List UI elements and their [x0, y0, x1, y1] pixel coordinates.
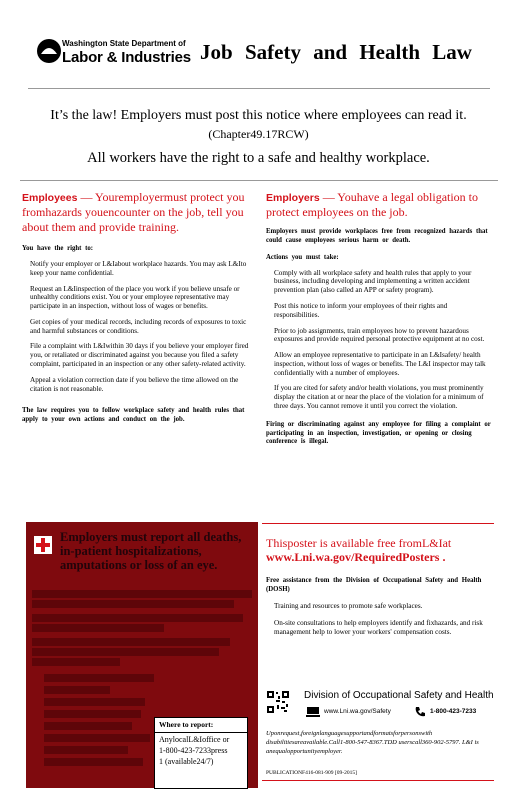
where-to-report-box: [154, 717, 248, 789]
employers-footer: Firing or discriminating against any employee for filing a complaint or participating in an inspection, investigation, or opening or closing conference is illegal.: [266, 420, 491, 446]
lni-logo-icon: [36, 38, 62, 64]
poster-title: Thisposter is available free fromL&Iat: [266, 536, 452, 550]
employees-footer: The law requires you to follow workplace safety and health rules that apply to your own actions and conduct on the job.: [22, 407, 245, 424]
poster-url[interactable]: www.Lni.wa.gov/RequiredPosters .: [266, 550, 446, 565]
employees-title: Employees — Youremployermust protect you fromhazards youencounter on the job, tell you about them and provide training.: [22, 190, 245, 235]
actions-heading: Actions you must take:: [266, 253, 339, 261]
intro-line: It’s the law! Employers must post this notice where employees can read it.: [50, 108, 467, 123]
intro-divider: [20, 180, 498, 181]
title-word: Safety: [244, 40, 301, 64]
employers-section: [266, 190, 494, 447]
reporting-heading: Employers must report all deaths, in-patient hospitalizations, amputations or loss of an eye.: [60, 530, 242, 572]
right-item: Appeal a violation correction date if you believe the time allowed on the citation is not reasonable.: [30, 375, 239, 393]
title-word: and: [313, 40, 348, 64]
action-item: Allow an employee representative to participate in an L&Isafety/ health inspection, without loss of wages or benefits. The L&I inspector may talk confidentially with a number of employees.: [274, 351, 486, 377]
assist-item: On-site consultations to help employers identify and fixhazards, and risk management help to lower your workers' compensation costs.: [274, 619, 483, 636]
logo-agency-line: Washington State Department of: [62, 39, 186, 48]
computer-icon: [306, 707, 320, 717]
header-divider: [28, 88, 490, 89]
poster-top-rule: [262, 523, 494, 524]
title-word: Health: [359, 40, 421, 64]
medical-cross-icon: [34, 536, 52, 554]
where-line: 1 (available24/7): [159, 756, 214, 766]
right-item: Request an L&Iinspection of the place you work if you believe unsafe or unhealthy conditions exist. You or your employee representative may participate in an inspection, without loss of wages or benefits.: [30, 284, 240, 311]
publication-number: PUBLICATIONF416-081-909 [09-2015]: [266, 770, 357, 776]
phone-number: 1-800-423-7233: [430, 708, 477, 715]
where-line: AnylocalL&Ioffice or: [159, 735, 230, 745]
division-name: Division of Occupational Safety and Health: [304, 690, 494, 701]
poster-section: [266, 536, 496, 637]
employers-intro: Employers must provide workplaces free from recognized hazards that could cause employees serious harm or death.: [266, 228, 488, 244]
assist-text: Free assistance from the Division of Occupational Safety and Health (DOSH): [266, 576, 482, 593]
employees-section: [22, 190, 254, 425]
phone-icon: [414, 706, 426, 718]
safety-web-link[interactable]: www.Lni.wa.gov/Safety: [324, 708, 391, 715]
employers-title: Employers — Youhave a legal obligation to protect employees on the job.: [266, 190, 479, 220]
qr-code-icon: [266, 690, 290, 714]
action-item: Comply with all workplace safety and health rules that apply to your business, including developing and implementing a written accident prevention plan (also called an APP or safety program).: [274, 268, 472, 295]
right-item: Notify your employer or L&Iabout workplace hazards. You may ask L&Ito keep your name confidential.: [30, 259, 247, 277]
right-item: Get copies of your medical records, including records of exposures to toxic and harmful substances or conditions.: [30, 317, 247, 335]
title-word: Law: [432, 40, 472, 64]
action-item: If you are cited for safety and/or health violations, you must prominently display the citation at or near the place of the violation for a minimum of three days. You cannot remove it until you correct the violation.: [274, 384, 484, 410]
rights-heading: You have the right to:: [22, 245, 94, 253]
title-word: Job: [200, 40, 233, 64]
action-item: Post this notice to inform your employees of their rights and responsibilities.: [274, 301, 448, 319]
poster-bottom-rule: [262, 780, 494, 781]
right-item: File a complaint with L&Iwithin 30 days if you believe your employer fired you, or retaliated or discriminated against you because you filed a safety complaint, participated in an inspection or any other safety-related activity.: [30, 342, 249, 368]
where-heading: Where to report:: [159, 720, 214, 729]
assist-item: Training and resources to promote safe workplaces.: [274, 602, 423, 611]
page-title: [200, 40, 472, 65]
logo-agency-name: Labor & Industries: [62, 49, 191, 66]
where-line: 1-800-423-7233press: [159, 745, 228, 755]
intro-chapter: (Chapter49.17RCW): [208, 127, 309, 141]
action-item: Prior to job assignments, train employees how to prevent hazardous exposures and provide required personal protective equipment at no cost.: [274, 326, 485, 344]
intro-rights: All workers have the right to a safe and healthy workplace.: [87, 150, 430, 166]
accessibility-note: Uponrequest,foreignlanguagesupportandformatsforpersonswith disabilitiesareavailable.Call1-800-547-8367.TDD userscall360-902-5797. L&I is anequalopportunityemployer.: [266, 730, 479, 755]
